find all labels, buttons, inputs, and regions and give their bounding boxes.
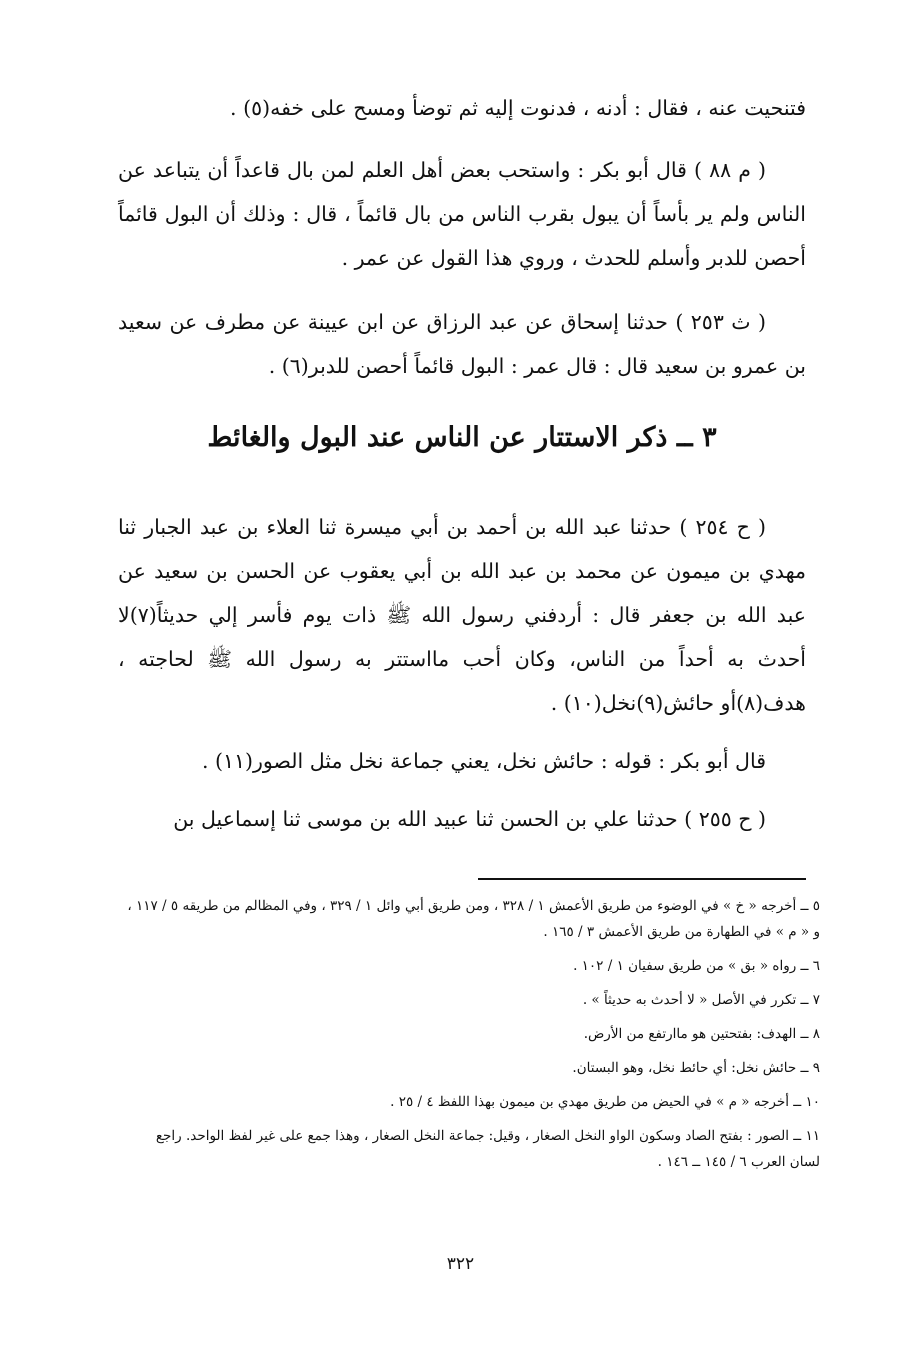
paragraph: ( ح ٢٥٥ ) حدثنا علي بن الحسن ثنا عبيد الله بن موسى ثنا إسماعيل بن [173, 807, 766, 831]
footnote-divider [478, 878, 806, 880]
footnote: ٩ ــ حائش نخل: أي حائط نخل، وهو البستان. [572, 1060, 820, 1076]
hadith-text [118, 505, 806, 855]
footnote: ٥ ــ أخرجه « خ » في الوضوء من طريق الأعمش ١ / ٣٢٨ ، ومن طريق أبي وائل ١ / ٣٢٩ ، وفي المظالم من طريقه ٥ / ١١٧ ، و « م » في الطهارة من طريق الأعمش ٣ / ١٦٥ . [127, 898, 820, 940]
footnote: ١٠ ــ أخرجه « م » في الحيض من طريق مهدي بن ميمون بهذا اللفظ ٤ / ٢٥ . [390, 1094, 820, 1110]
paragraph: قال أبو بكر : قوله : حائش نخل، يعني جماعة نخل مثل الصور(١١) . [201, 749, 766, 773]
page-number: ٣٢٢ [446, 1254, 475, 1274]
footnotes [125, 893, 820, 1183]
paragraph: ( ث ٢٥٣ ) حدثنا إسحاق عن عبد الرزاق عن ابن عيينة عن مطرف عن سعيد بن عمرو بن سعيد قال : قال عمر : البول قائماً أحصن للدبر(٦) . [118, 310, 806, 378]
body-text [118, 86, 806, 408]
footnote: ٦ ــ رواه « بق » من طريق سفيان ١ / ١٠٢ . [573, 958, 820, 974]
paragraph: ( م ٨٨ ) قال أبو بكر : واستحب بعض أهل العلم لمن بال قاعداً أن يتباعد عن الناس ولم ير بأساً أن يبول بقرب الناس من بال قائماً ، قال : وذلك أن البول قائماً أحصن للدبر وأسلم للحدث ، وروي هذا القول عن عمر . [118, 158, 806, 270]
footnote: ٧ ــ تكرر في الأصل « لا أحدث به حديثاً » . [582, 992, 820, 1008]
paragraph: ( ح ٢٥٤ ) حدثنا عبد الله بن أحمد بن أبي ميسرة ثنا العلاء بن عبد الجبار ثنا مهدي بن ميمون عن محمد بن عبد الله بن أبي يعقوب عن الحسن بن سعيد عن عبد الله بن جعفر قال : أردفني رسول الله ﷺ ذات يوم فأسر إلي حديثاً(٧)لا أحدث به أحداً من الناس، وكان أحب مااستتر به رسول الله ﷺ لحاجته ، هدف(٨)أو حائش(٩)نخل(١٠) . [118, 515, 806, 715]
footnote: ٨ ــ الهدف: بفتحتين هو ماارتفع من الأرض. [583, 1026, 820, 1042]
paragraph: فتنحيت عنه ، فقال : أدنه ، فدنوت إليه ثم توضأ ومسح على خفه(٥) . [230, 96, 806, 120]
footnote: ١١ ــ الصور : بفتح الصاد وسكون الواو النخل الصغار ، وقيل: جماعة النخل الصغار ، وهذا جمع على غير لفظ الواحد. راجع لسان العرب ٦ / ١٤٥ ــ ١٤٦ . [155, 1128, 820, 1170]
section-heading: ٣ ــ ذكر الاستتار عن الناس عند البول والغائط [207, 422, 717, 453]
